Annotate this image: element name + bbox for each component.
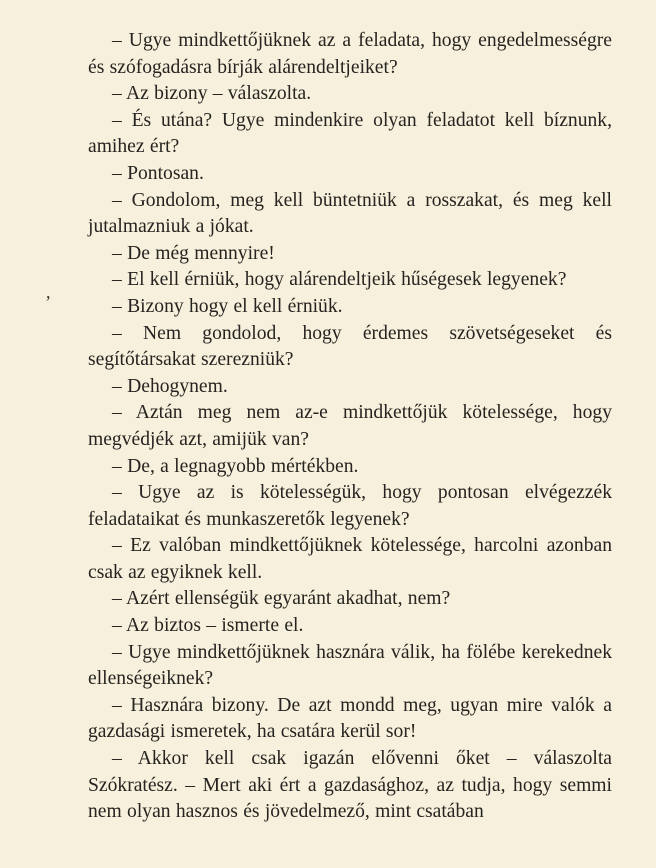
paragraph: – Aztán meg nem az-e mindkettőjük kötelessége, hogy megvédjék azt, amijük van? (88, 402, 612, 450)
paragraph: – Az biztos – ismerte el. (112, 615, 304, 637)
paragraph: – Nem gondolod, hogy érdemes szövetségeseket és segítőtársakat szerezniük? (88, 322, 612, 371)
paragraph: – Pontosan. (112, 162, 204, 184)
margin-mark: , (46, 282, 51, 302)
paragraph: – Gondolom, meg kell büntetniük a rosszakat, és meg kell jutalmazniuk a jókat. (88, 189, 612, 238)
paragraph: – Bizony hogy el kell érniük. (112, 295, 343, 317)
paragraph: – Az bizony – válaszolta. (112, 83, 312, 105)
paragraph: – El kell érniük, hogy alárendeltjeik hűségesek legyenek? (112, 269, 567, 291)
paragraph: – De még mennyire! (112, 242, 275, 264)
paragraph: – Azért ellenségük egyaránt akadhat, nem? (112, 588, 451, 610)
paragraph: – Ugye mindkettőjüknek az a feladata, hogy engedelmességre és szófogadásra bírják alárendeltjeiket? (88, 30, 612, 78)
paragraph: – Ez valóban mindkettőjüknek kötelessége, harcolni azonban csak az egyiknek kell. (88, 535, 612, 583)
paragraph: – Dehogynem. (112, 375, 228, 397)
dialogue-text (88, 28, 612, 826)
paragraph: – Hasznára bizony. De azt mondd meg, ugyan mire valók a gazdasági ismeretek, ha csatára kerül sor! (88, 694, 612, 743)
paragraph: – Ugye mindkettőjüknek hasznára válik, ha fölébe kerekednek ellenségeiknek? (88, 641, 612, 690)
paragraph: – Ugye az is kötelességük, hogy pontosan elvégezzék feladataikat és munkaszeretők legyenek? (88, 482, 612, 530)
paragraph: – És utána? Ugye mindenkire olyan feladatot kell bíznunk, amihez ért? (88, 109, 612, 158)
paragraph: – De, a legnagyobb mértékben. (112, 455, 359, 477)
paragraph: – Akkor kell csak igazán elővenni őket – válaszolta Szókratész. – Mert aki ért a gazdasághoz, az tudja, hogy semmi nem olyan hasznos és jövedelmező, mint csatában (88, 748, 612, 823)
